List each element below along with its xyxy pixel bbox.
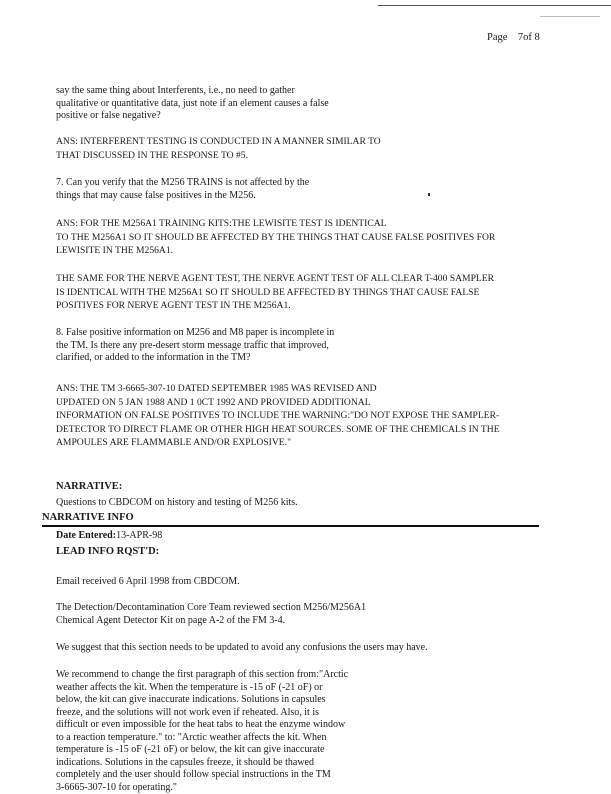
text-line: temperature is -15 oF (-21 oF) or below, the kit can give inaccurate: [56, 744, 348, 757]
question-7: [56, 177, 309, 202]
text-line: POSITIVES FOR NERVE AGENT TEST IN THE M256A1.: [56, 299, 494, 313]
answer-6: [56, 135, 381, 162]
text-line: the TM. Is there any pre-desert storm message traffic that improved,: [56, 340, 334, 353]
text-line: THAT DISCUSSED IN THE RESPONSE TO #5.: [56, 149, 381, 163]
text-line: say the same thing about Interferents, i.e., no need to gather: [56, 85, 329, 98]
question-8: [56, 327, 334, 365]
date-label: Date Entered:: [56, 530, 116, 541]
text-line: ANS: FOR THE M256A1 TRAINING KITS:THE LEWISITE TEST IS IDENTICAL: [56, 217, 495, 231]
text-line: to a reaction temperature." to: "Arctic weather affects the kit. When: [56, 732, 348, 745]
narrative-section: [56, 481, 298, 509]
text-line: below, the kit can give inaccurate indications. Solutions in capsules: [56, 694, 348, 707]
text-line: positive or false negative?: [56, 110, 329, 123]
text-line: The Detection/Decontamination Core Team reviewed section M256/M256A1: [56, 602, 366, 615]
text-line: We suggest that this section needs to be updated to avoid any confusions the users may have.: [56, 642, 428, 655]
suggest-paragraph: [56, 642, 428, 655]
text-line: AMPOULES ARE FLAMMABLE AND/OR EXPLOSIVE.": [56, 436, 500, 450]
text-line: ANS: THE TM 3-6665-307-10 DATED SEPTEMBER 1985 WAS REVISED AND: [56, 382, 500, 396]
narrative-text: Questions to CBDCOM on history and testing of M256 kits.: [56, 497, 298, 510]
text-line: THE SAME FOR THE NERVE AGENT TEST, THE NERVE AGENT TEST OF ALL CLEAR T-400 SAMPLER: [56, 272, 494, 286]
text-line: LEWISITE IN THE M256A1.: [56, 244, 495, 258]
text-line: difficult or even impossible for the heat tabs to heat the enzyme window: [56, 719, 348, 732]
text-line: 7. Can you verify that the M256 TRAINS is not affected by the: [56, 177, 309, 190]
scan-speck: [428, 193, 430, 196]
narrative-info-heading: NARRATIVE INFO: [42, 512, 134, 523]
text-line: qualitative or quantitative data, just note if an element causes a false: [56, 98, 329, 111]
text-line: things that may cause false positives in the M256.: [56, 190, 309, 203]
text-line: 8. False positive information on M256 and M8 paper is incomplete in: [56, 327, 334, 340]
text-line: clarified, or added to the information in the TM?: [56, 352, 334, 365]
email-received: [56, 576, 240, 589]
review-paragraph: [56, 602, 366, 627]
page-number-value: 7of 8: [518, 32, 540, 43]
scan-artifact: [540, 16, 600, 17]
text-line: IS IDENTICAL WITH THE M256A1 SO IT SHOULD BE AFFECTED BY THINGS THAT CAUSE FALSE: [56, 286, 494, 300]
narrative-label: NARRATIVE:: [56, 481, 298, 494]
answer-8: [56, 382, 500, 450]
page-number: [487, 32, 540, 43]
text-line: ANS: INTERFERENT TESTING IS CONDUCTED IN A MANNER SIMILAR TO: [56, 135, 381, 149]
text-line: completely and the user should follow special instructions in the TM: [56, 769, 348, 782]
top-rule: [378, 5, 611, 6]
page-label: Page: [487, 32, 507, 43]
question-6-continued: [56, 85, 329, 123]
text-line: freeze, and the solutions will not work even if reheated. Also, it is: [56, 707, 348, 720]
date-value: 13-APR-98: [116, 530, 162, 541]
answer-7-nerve-agent: [56, 272, 494, 313]
text-line: indications. Solutions in the capsules freeze, it should be thawed: [56, 757, 348, 770]
text-line: DETECTOR TO DIRECT FLAME OR OTHER HIGH HEAT SOURCES. SOME OF THE CHEMICALS IN THE: [56, 423, 500, 437]
text-line: Email received 6 April 1998 from CBDCOM.: [56, 576, 240, 589]
recommend-paragraph: [56, 669, 348, 794]
text-line: UPDATED ON 5 JAN 1988 AND 1 0CT 1992 AND PROVIDED ADDITIONAL: [56, 396, 500, 410]
answer-7-lewisite: [56, 217, 495, 258]
text-line: TO THE M256A1 SO IT SHOULD BE AFFECTED BY THE THINGS THAT CAUSE FALSE POSITIVES FOR: [56, 231, 495, 245]
date-entered: [56, 530, 162, 543]
text-line: We recommend to change the first paragraph of this section from:"Arctic: [56, 669, 348, 682]
lead-info-label: LEAD INFO RQST'D:: [56, 546, 159, 559]
text-line: 3-6665-307-10 for operating.": [56, 782, 348, 794]
text-line: INFORMATION ON FALSE POSITIVES TO INCLUDE THE WARNING:"DO NOT EXPOSE THE SAMPLER-: [56, 409, 500, 423]
section-divider: [42, 525, 539, 527]
text-line: Chemical Agent Detector Kit on page A-2 of the FM 3-4.: [56, 615, 366, 628]
text-line: weather affects the kit. When the temperature is -15 oF (-21 oF) or: [56, 682, 348, 695]
